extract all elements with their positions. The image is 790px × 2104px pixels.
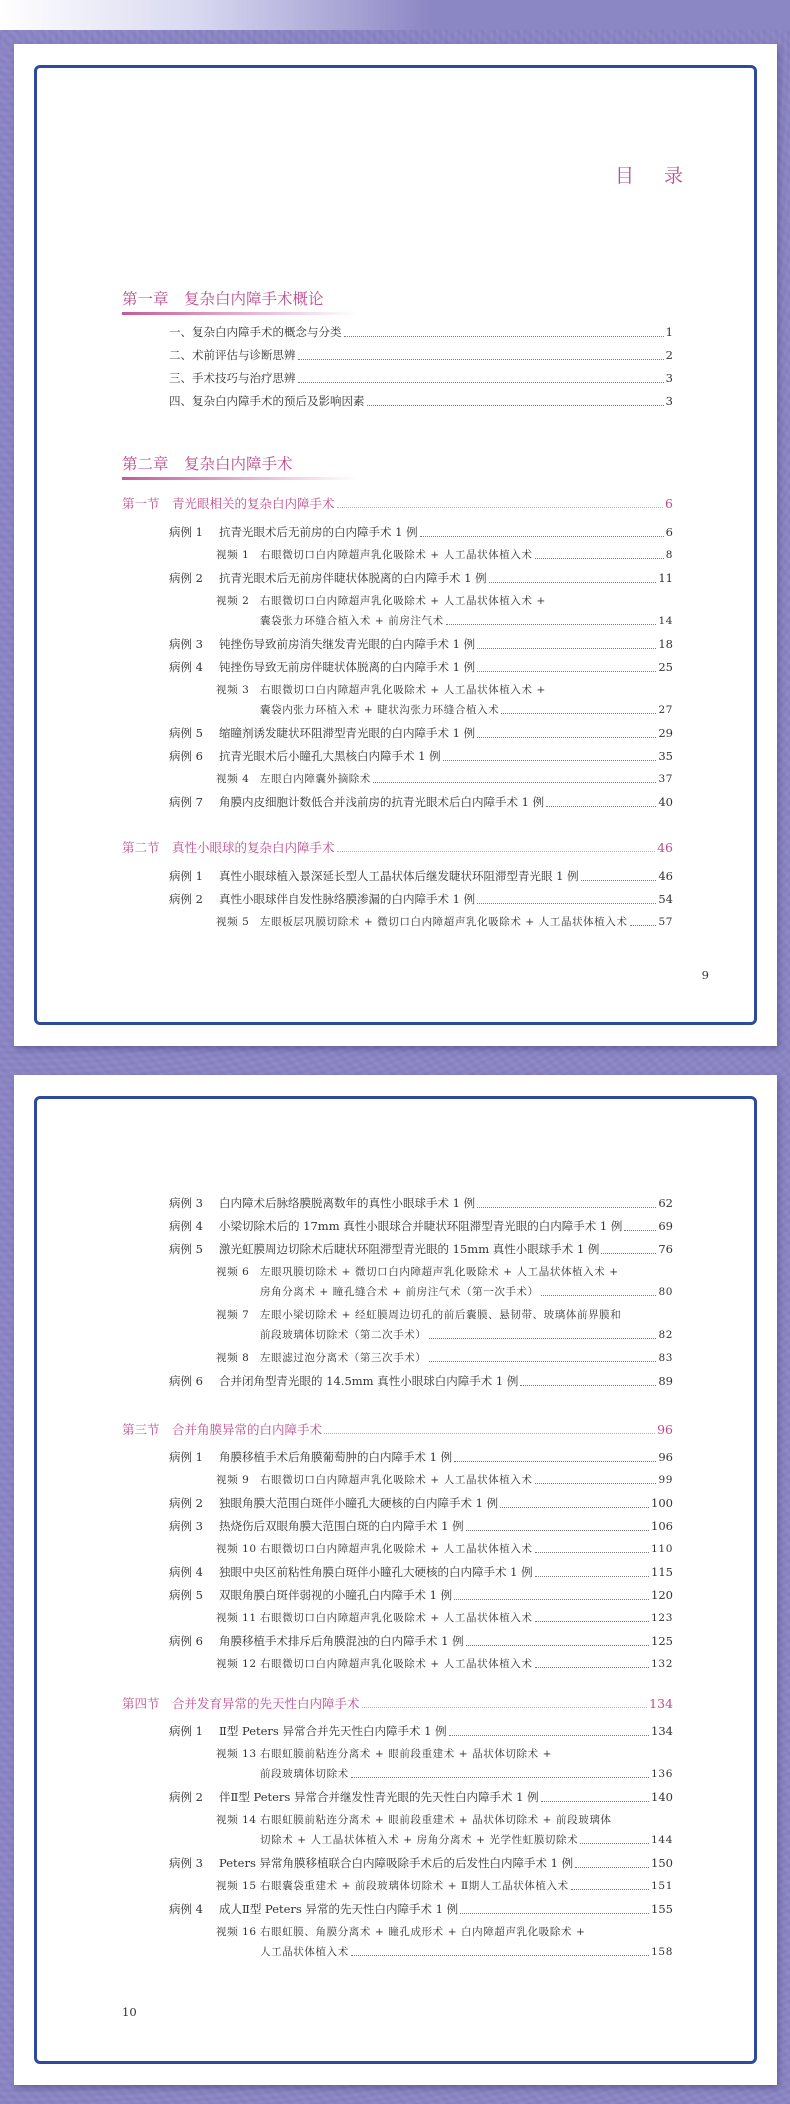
page-ref: 83: [658, 1352, 673, 1364]
video-entry: [216, 1878, 673, 1893]
video-entry-cont-text: 人工晶状体植入术: [260, 1946, 349, 1958]
case-entry-text: [169, 1723, 447, 1739]
page-ref: 140: [651, 1790, 673, 1804]
case-entry-label: 病例 2: [169, 1496, 203, 1510]
section-heading-text: [122, 494, 335, 512]
leader-dots: [477, 640, 656, 649]
section-heading: [122, 1420, 673, 1438]
page-ref: 3: [665, 371, 673, 385]
case-entry: [169, 1495, 673, 1511]
case-entry-label: 病例 2: [169, 1790, 203, 1804]
video-entry-text: [216, 547, 533, 562]
video-entry-cont: [260, 1832, 673, 1847]
leader-dots: [446, 616, 657, 625]
page-ref: 125: [651, 1634, 673, 1648]
case-entry: [169, 1518, 673, 1534]
video-entry-text: [216, 914, 628, 929]
leader-dots: [362, 1699, 648, 1708]
case-entry-text: [169, 1449, 452, 1465]
case-entry: [169, 1723, 673, 1739]
leader-dots: [489, 574, 657, 583]
video-entry-cont-text: 囊袋张力环缝合植入术 + 前房注气术: [260, 615, 444, 627]
section-heading: [122, 1694, 673, 1712]
video-entry-cont-text: 房角分离术 + 瞳孔缝合术 + 前房注气术（第一次手术）: [260, 1286, 539, 1298]
page-ref: 132: [651, 1658, 673, 1670]
case-entry-text: [169, 1633, 464, 1649]
leader-dots: [477, 1199, 656, 1208]
case-entry-text: [169, 1564, 533, 1580]
video-entry: [216, 1924, 585, 1939]
section-heading-title: 合并发育异常的先天性白内障手术: [172, 1696, 360, 1711]
case-entry: [169, 868, 673, 884]
section-heading-text: [122, 1694, 360, 1712]
video-entry-label: 视频 6: [216, 1266, 250, 1278]
case-entry-text: [169, 659, 475, 675]
video-entry-title: 右眼微切口白内障超声乳化吸除术 + 人工晶状体植入术 +: [260, 595, 546, 607]
case-entry-label: 病例 3: [169, 1519, 203, 1533]
case-entry: [169, 636, 673, 652]
leader-dots: [535, 1475, 657, 1484]
case-entry-label: 病例 5: [169, 1242, 203, 1256]
case-entry-text: [169, 1495, 498, 1511]
case-entry-text: [169, 1241, 599, 1257]
video-entry: [216, 1472, 673, 1487]
case-entry-text: [169, 1789, 539, 1805]
video-entry: [216, 682, 546, 697]
page-ref: 144: [651, 1834, 673, 1846]
case-entry-text: [169, 868, 579, 884]
page-ref: 8: [665, 549, 673, 561]
video-entry-label: 视频 7: [216, 1309, 250, 1321]
case-entry-label: 病例 1: [169, 869, 203, 883]
case-entry-label: 病例 2: [169, 571, 203, 585]
toc-item-title: 一、复杂白内障手术的概念与分类: [169, 325, 342, 339]
section-heading-title: 真性小眼球的复杂白内障手术: [172, 840, 335, 855]
case-entry-label: 病例 6: [169, 749, 203, 763]
leader-dots: [624, 1222, 656, 1231]
toc-item-title: 四、复杂白内障手术的预后及影响因素: [169, 394, 365, 408]
leader-dots: [298, 351, 664, 360]
section-heading-text: [122, 1420, 322, 1438]
page-ref: 29: [658, 726, 673, 740]
case-entry-text: [169, 794, 544, 810]
case-entry: [169, 748, 673, 764]
page-ref: 96: [657, 1422, 673, 1437]
page-ref: 134: [649, 1696, 673, 1711]
page-ref: 62: [658, 1196, 673, 1210]
video-entry-label: 视频 5: [216, 916, 250, 928]
case-entry: [169, 1449, 673, 1465]
case-entry: [169, 1195, 673, 1211]
video-entry-text: [216, 1878, 569, 1893]
section-heading-title: 合并角膜异常的白内障手术: [172, 1422, 323, 1437]
page-ref: 99: [658, 1474, 673, 1486]
page-ref: 151: [651, 1880, 673, 1892]
leader-dots: [454, 1591, 649, 1600]
case-entry-title: 钝挫伤导致无前房伴睫状体脱离的白内障手术 1 例: [219, 660, 476, 674]
case-entry-title: 独眼角膜大范围白斑伴小瞳孔大硬核的白内障手术 1 例: [219, 1496, 499, 1510]
section-heading-label: 第一节: [122, 496, 160, 511]
case-entry-title: 角膜移植手术后角膜葡萄肿的白内障手术 1 例: [219, 1450, 453, 1464]
video-entry: [216, 914, 673, 929]
video-entry-label: 视频 4: [216, 773, 250, 785]
video-entry-text: [216, 1812, 612, 1827]
page-ref: 6: [665, 525, 673, 539]
case-entry-label: 病例 1: [169, 525, 203, 539]
case-entry: [169, 524, 673, 540]
leader-dots: [535, 1613, 650, 1622]
video-entry: [216, 1350, 673, 1365]
leader-dots: [477, 663, 656, 672]
video-entry: [216, 1264, 619, 1279]
leader-dots: [324, 1425, 655, 1434]
leader-dots: [460, 1905, 649, 1914]
video-entry: [216, 1746, 552, 1761]
page-ref: 120: [651, 1588, 673, 1602]
case-entry: [169, 1218, 673, 1234]
leader-dots: [351, 1947, 649, 1956]
case-entry: [169, 1564, 673, 1580]
video-entry-text: [216, 1472, 533, 1487]
toc-item-text: [169, 347, 296, 363]
chapter-heading: 第一章 复杂白内障手术概论: [122, 287, 324, 315]
leader-dots: [601, 1245, 656, 1254]
case-entry-title: Peters 异常角膜移植联合白内障吸除手术后的后发性白内障手术 1 例: [219, 1856, 574, 1870]
toc-item: [169, 324, 673, 340]
case-entry-title: 小梁切除术后的 17mm 真性小眼球合并睫状环阻滞型青光眼的白内障手术 1 例: [219, 1219, 623, 1233]
page-ref: 11: [658, 571, 673, 585]
leader-dots: [443, 752, 657, 761]
video-entry-text: [216, 1350, 427, 1365]
leader-dots: [344, 328, 664, 337]
leader-dots: [373, 774, 656, 783]
video-entry-label: 视频 13: [216, 1748, 257, 1760]
video-entry-text: [216, 1656, 533, 1671]
leader-dots: [429, 1330, 657, 1339]
case-entry: [169, 1855, 673, 1871]
case-entry: [169, 891, 673, 907]
leader-dots: [535, 550, 664, 559]
page-ref: 158: [651, 1946, 673, 1958]
section-heading: [122, 494, 673, 512]
toc-item-title: 三、手术技巧与治疗思辨: [169, 371, 296, 385]
page-ref: 69: [658, 1219, 673, 1233]
video-entry-label: 视频 3: [216, 684, 250, 696]
case-entry-title: 合并闭角型青光眼的 14.5mm 真性小眼球白内障手术 1 例: [219, 1374, 519, 1388]
toc-item: [169, 347, 673, 363]
case-entry-label: 病例 3: [169, 1196, 203, 1210]
video-entry-text: [216, 593, 546, 608]
toc-item: [169, 370, 673, 386]
leader-dots: [546, 798, 656, 807]
video-entry-title: 右眼虹膜前粘连分离术 + 眼前段重建术 + 晶状体切除术 + 前段玻璃体: [260, 1814, 612, 1826]
toc-item-text: [169, 324, 342, 340]
leader-dots: [581, 872, 657, 881]
page-ref: 1: [665, 325, 673, 339]
video-entry-text: [216, 1307, 621, 1322]
section-heading-label: 第二节: [122, 840, 160, 855]
case-entry-text: [169, 524, 418, 540]
case-entry-label: 病例 5: [169, 1588, 203, 1602]
page-ref: 3: [665, 394, 673, 408]
leader-dots: [541, 1287, 657, 1296]
page-ref: 150: [651, 1856, 673, 1870]
case-entry-title: 抗青光眼术后无前房伴睫状体脱离的白内障手术 1 例: [219, 571, 487, 585]
video-entry-text: [216, 1610, 533, 1625]
video-entry-cont: [260, 702, 673, 717]
case-entry-text: [169, 891, 475, 907]
video-entry: [216, 593, 546, 608]
case-entry: [169, 1241, 673, 1257]
case-entry-label: 病例 4: [169, 1565, 203, 1579]
video-entry-label: 视频 1: [216, 549, 250, 561]
toc-item-title: 二、术前评估与诊断思辨: [169, 348, 296, 362]
leader-dots: [454, 1453, 656, 1462]
case-entry: [169, 659, 673, 675]
page-ref: 27: [658, 704, 673, 716]
leader-dots: [501, 705, 656, 714]
video-entry-cont-text: 前段玻璃体切除术: [260, 1768, 349, 1780]
case-entry-title: 抗青光眼术后无前房的白内障手术 1 例: [219, 525, 418, 539]
page-ref: 54: [658, 892, 673, 906]
case-entry-title: 真性小眼球伴自发性脉络膜渗漏的白内障手术 1 例: [219, 892, 476, 906]
video-entry-text: [216, 771, 371, 786]
video-entry-title: 右眼微切口白内障超声乳化吸除术 + 人工晶状体植入术: [260, 1658, 533, 1670]
case-entry-label: 病例 4: [169, 660, 203, 674]
leader-dots: [351, 1769, 649, 1778]
page-number: 9: [701, 968, 709, 982]
toc-item: [169, 393, 673, 409]
page-ref: 57: [658, 916, 673, 928]
video-entry-title: 左眼白内障囊外摘除术: [260, 773, 371, 785]
page-ref: 100: [651, 1496, 673, 1510]
leader-dots: [535, 1544, 650, 1553]
video-entry-cont: [260, 1766, 673, 1781]
case-entry-label: 病例 1: [169, 1724, 203, 1738]
leader-dots: [575, 1859, 649, 1868]
video-entry: [216, 547, 673, 562]
page-number: 10: [122, 2005, 137, 2019]
video-entry-cont-text: 前段玻璃体切除术（第二次手术）: [260, 1329, 427, 1341]
video-entry: [216, 1812, 612, 1827]
video-entry-label: 视频 15: [216, 1880, 257, 1892]
video-entry: [216, 771, 673, 786]
case-entry-title: 角膜内皮细胞计数低合并浅前房的抗青光眼术后白内障手术 1 例: [219, 795, 545, 809]
video-entry: [216, 1307, 621, 1322]
case-entry-text: [169, 1218, 622, 1234]
section-heading-label: 第三节: [122, 1422, 160, 1437]
video-entry-cont: [260, 1944, 673, 1959]
video-entry-title: 左眼板层巩膜切除术 + 微切口白内障超声乳化吸除术 + 人工晶状体植入术: [260, 916, 628, 928]
case-entry: [169, 570, 673, 586]
section-heading-title: 青光眼相关的复杂白内障手术: [172, 496, 335, 511]
video-entry-title: 右眼微切口白内障超声乳化吸除术 + 人工晶状体植入术 +: [260, 684, 546, 696]
case-entry-text: [169, 1195, 475, 1211]
video-entry-label: 视频 12: [216, 1658, 257, 1670]
page-ref: 123: [651, 1612, 673, 1624]
page-ref: 155: [651, 1902, 673, 1916]
video-entry-cont: [260, 1327, 673, 1342]
toc-page-10: [14, 1075, 777, 2085]
case-entry: [169, 1901, 673, 1917]
video-entry-title: 右眼虹膜前粘连分离术 + 眼前段重建术 + 晶状体切除术 +: [260, 1748, 553, 1760]
page-ref: 46: [657, 840, 673, 855]
page-ref: 6: [665, 496, 673, 511]
case-entry-title: 钝挫伤导致前房消失继发青光眼的白内障手术 1 例: [219, 637, 476, 651]
leader-dots: [337, 499, 664, 508]
leader-dots: [580, 1835, 649, 1844]
page-ref: 76: [658, 1242, 673, 1256]
leader-dots: [535, 1659, 650, 1668]
case-entry-text: [169, 748, 441, 764]
video-entry-cont: [260, 1284, 673, 1299]
video-entry-label: 视频 2: [216, 595, 250, 607]
case-entry-text: [169, 636, 475, 652]
section-heading-label: 第四节: [122, 1696, 160, 1711]
leader-dots: [535, 1568, 649, 1577]
leader-dots: [298, 374, 664, 383]
leader-dots: [571, 1881, 649, 1890]
case-entry-label: 病例 4: [169, 1902, 203, 1916]
case-entry-label: 病例 6: [169, 1634, 203, 1648]
video-entry-title: 右眼囊袋重建术 + 前段玻璃体切除术 + Ⅱ期人工晶状体植入术: [260, 1880, 569, 1892]
case-entry: [169, 794, 673, 810]
case-entry-label: 病例 3: [169, 637, 203, 651]
case-entry: [169, 725, 673, 741]
toc-page-9: [14, 44, 777, 1046]
page-ref: 18: [658, 637, 673, 651]
video-entry-title: 右眼微切口白内障超声乳化吸除术 + 人工晶状体植入术: [260, 549, 533, 561]
video-entry-title: 右眼微切口白内障超声乳化吸除术 + 人工晶状体植入术: [260, 1612, 533, 1624]
leader-dots: [367, 397, 664, 406]
page-ref: 2: [665, 348, 673, 362]
video-entry-title: 右眼微切口白内障超声乳化吸除术 + 人工晶状体植入术: [260, 1543, 533, 1555]
video-entry-label: 视频 9: [216, 1474, 250, 1486]
leader-dots: [449, 1727, 649, 1736]
video-entry-title: 左眼滤过泡分离术（第三次手术）: [260, 1352, 427, 1364]
page-ref: 96: [658, 1450, 673, 1464]
case-entry-title: 缩瞳剂诱发睫状环阻滞型青光眼的白内障手术 1 例: [219, 726, 476, 740]
section-heading: [122, 838, 673, 856]
page-ref: 14: [658, 615, 673, 627]
page-ref: 115: [651, 1565, 673, 1579]
video-entry: [216, 1541, 673, 1556]
case-entry-title: 激光虹膜周边切除术后睫状环阻滞型青光眼的 15mm 真性小眼球手术 1 例: [219, 1242, 600, 1256]
video-entry-text: [216, 682, 546, 697]
video-entry-title: 左眼巩膜切除术 + 微切口白内障超声乳化吸除术 + 人工晶状体植入术 +: [260, 1266, 619, 1278]
toc-title: 目 录: [615, 165, 696, 187]
video-entry-label: 视频 14: [216, 1814, 257, 1826]
section-heading-text: [122, 838, 335, 856]
video-entry: [216, 1656, 673, 1671]
case-entry-title: 伴Ⅱ型 Peters 异常合并继发性青光眼的先天性白内障手术 1 例: [219, 1790, 539, 1804]
page-ref: 35: [658, 749, 673, 763]
case-entry-text: [169, 1518, 464, 1534]
video-entry-label: 视频 11: [216, 1612, 257, 1624]
leader-dots: [420, 528, 664, 537]
case-entry-title: 角膜移植手术排斥后角膜混浊的白内障手术 1 例: [219, 1634, 464, 1648]
page-ref: 89: [658, 1374, 673, 1388]
case-entry-label: 病例 3: [169, 1856, 203, 1870]
page-ref: 25: [658, 660, 673, 674]
page-ref: 106: [651, 1519, 673, 1533]
case-entry: [169, 1789, 673, 1805]
video-entry-cont-text: 囊袋内张力环植入术 + 睫状沟张力环缝合植入术: [260, 704, 500, 716]
video-entry-title: 右眼虹膜、角膜分离术 + 瞳孔成形术 + 白内障超声乳化吸除术 +: [260, 1926, 586, 1938]
case-entry-title: 白内障术后脉络膜脱离数年的真性小眼球手术 1 例: [219, 1196, 476, 1210]
video-entry-label: 视频 8: [216, 1352, 250, 1364]
leader-dots: [500, 1499, 649, 1508]
case-entry-title: 双眼角膜白斑伴弱视的小瞳孔白内障手术 1 例: [219, 1588, 453, 1602]
page-ref: 37: [658, 773, 673, 785]
video-entry-cont-text: 切除术 + 人工晶状体植入术 + 房角分离术 + 光学性虹膜切除术: [260, 1834, 579, 1846]
case-entry-title: 抗青光眼术后小瞳孔大黑核白内障手术 1 例: [219, 749, 441, 763]
leader-dots: [466, 1522, 649, 1531]
page-ref: 134: [651, 1724, 673, 1738]
video-entry-label: 视频 10: [216, 1543, 257, 1555]
case-entry-text: [169, 1373, 518, 1389]
page-ref: 136: [651, 1768, 673, 1780]
video-entry: [216, 1610, 673, 1625]
leader-dots: [477, 895, 656, 904]
page-ref: 82: [658, 1329, 673, 1341]
video-entry-title: 左眼小梁切除术 + 经虹膜周边切孔的前后囊膜、悬韧带、玻璃体前界膜和: [260, 1309, 622, 1321]
case-entry-title: 热烧伤后双眼角膜大范围白斑的白内障手术 1 例: [219, 1519, 464, 1533]
page-ref: 46: [658, 869, 673, 883]
case-entry-label: 病例 2: [169, 892, 203, 906]
case-entry-title: 成人Ⅱ型 Peters 异常的先天性白内障手术 1 例: [219, 1902, 459, 1916]
case-entry-title: Ⅱ型 Peters 异常合并先天性白内障手术 1 例: [219, 1724, 447, 1738]
chapter-heading: 第二章 复杂白内障手术: [122, 452, 293, 480]
video-entry-cont: [260, 613, 673, 628]
case-entry-label: 病例 7: [169, 795, 203, 809]
leader-dots: [337, 843, 656, 852]
case-entry-title: 真性小眼球植入景深延长型人工晶状体后继发睫状环阻滞型青光眼 1 例: [219, 869, 579, 883]
page-ref: 40: [658, 795, 673, 809]
case-entry-text: [169, 570, 487, 586]
case-entry-text: [169, 1901, 458, 1917]
page-ref: 80: [658, 1286, 673, 1298]
toc-item-text: [169, 393, 365, 409]
page-ref: 110: [651, 1543, 673, 1555]
leader-dots: [630, 917, 657, 926]
case-entry-label: 病例 5: [169, 726, 203, 740]
case-entry-text: [169, 725, 475, 741]
video-entry-text: [216, 1541, 533, 1556]
video-entry-text: [216, 1924, 585, 1939]
video-entry-text: [216, 1264, 619, 1279]
leader-dots: [520, 1377, 656, 1386]
case-entry-title: 独眼中央区前粘性角膜白斑伴小瞳孔大硬核的白内障手术 1 例: [219, 1565, 533, 1579]
case-entry-label: 病例 6: [169, 1374, 203, 1388]
case-entry-text: [169, 1855, 573, 1871]
leader-dots: [466, 1637, 649, 1646]
toc-item-text: [169, 370, 296, 386]
leader-dots: [477, 729, 656, 738]
case-entry-text: [169, 1587, 452, 1603]
case-entry: [169, 1373, 673, 1389]
case-entry: [169, 1587, 673, 1603]
leader-dots: [429, 1353, 657, 1362]
case-entry-label: 病例 4: [169, 1219, 203, 1233]
case-entry-label: 病例 1: [169, 1450, 203, 1464]
video-entry-label: 视频 16: [216, 1926, 257, 1938]
leader-dots: [541, 1793, 649, 1802]
case-entry: [169, 1633, 673, 1649]
video-entry-title: 右眼微切口白内障超声乳化吸除术 + 人工晶状体植入术: [260, 1474, 533, 1486]
video-entry-text: [216, 1746, 552, 1761]
